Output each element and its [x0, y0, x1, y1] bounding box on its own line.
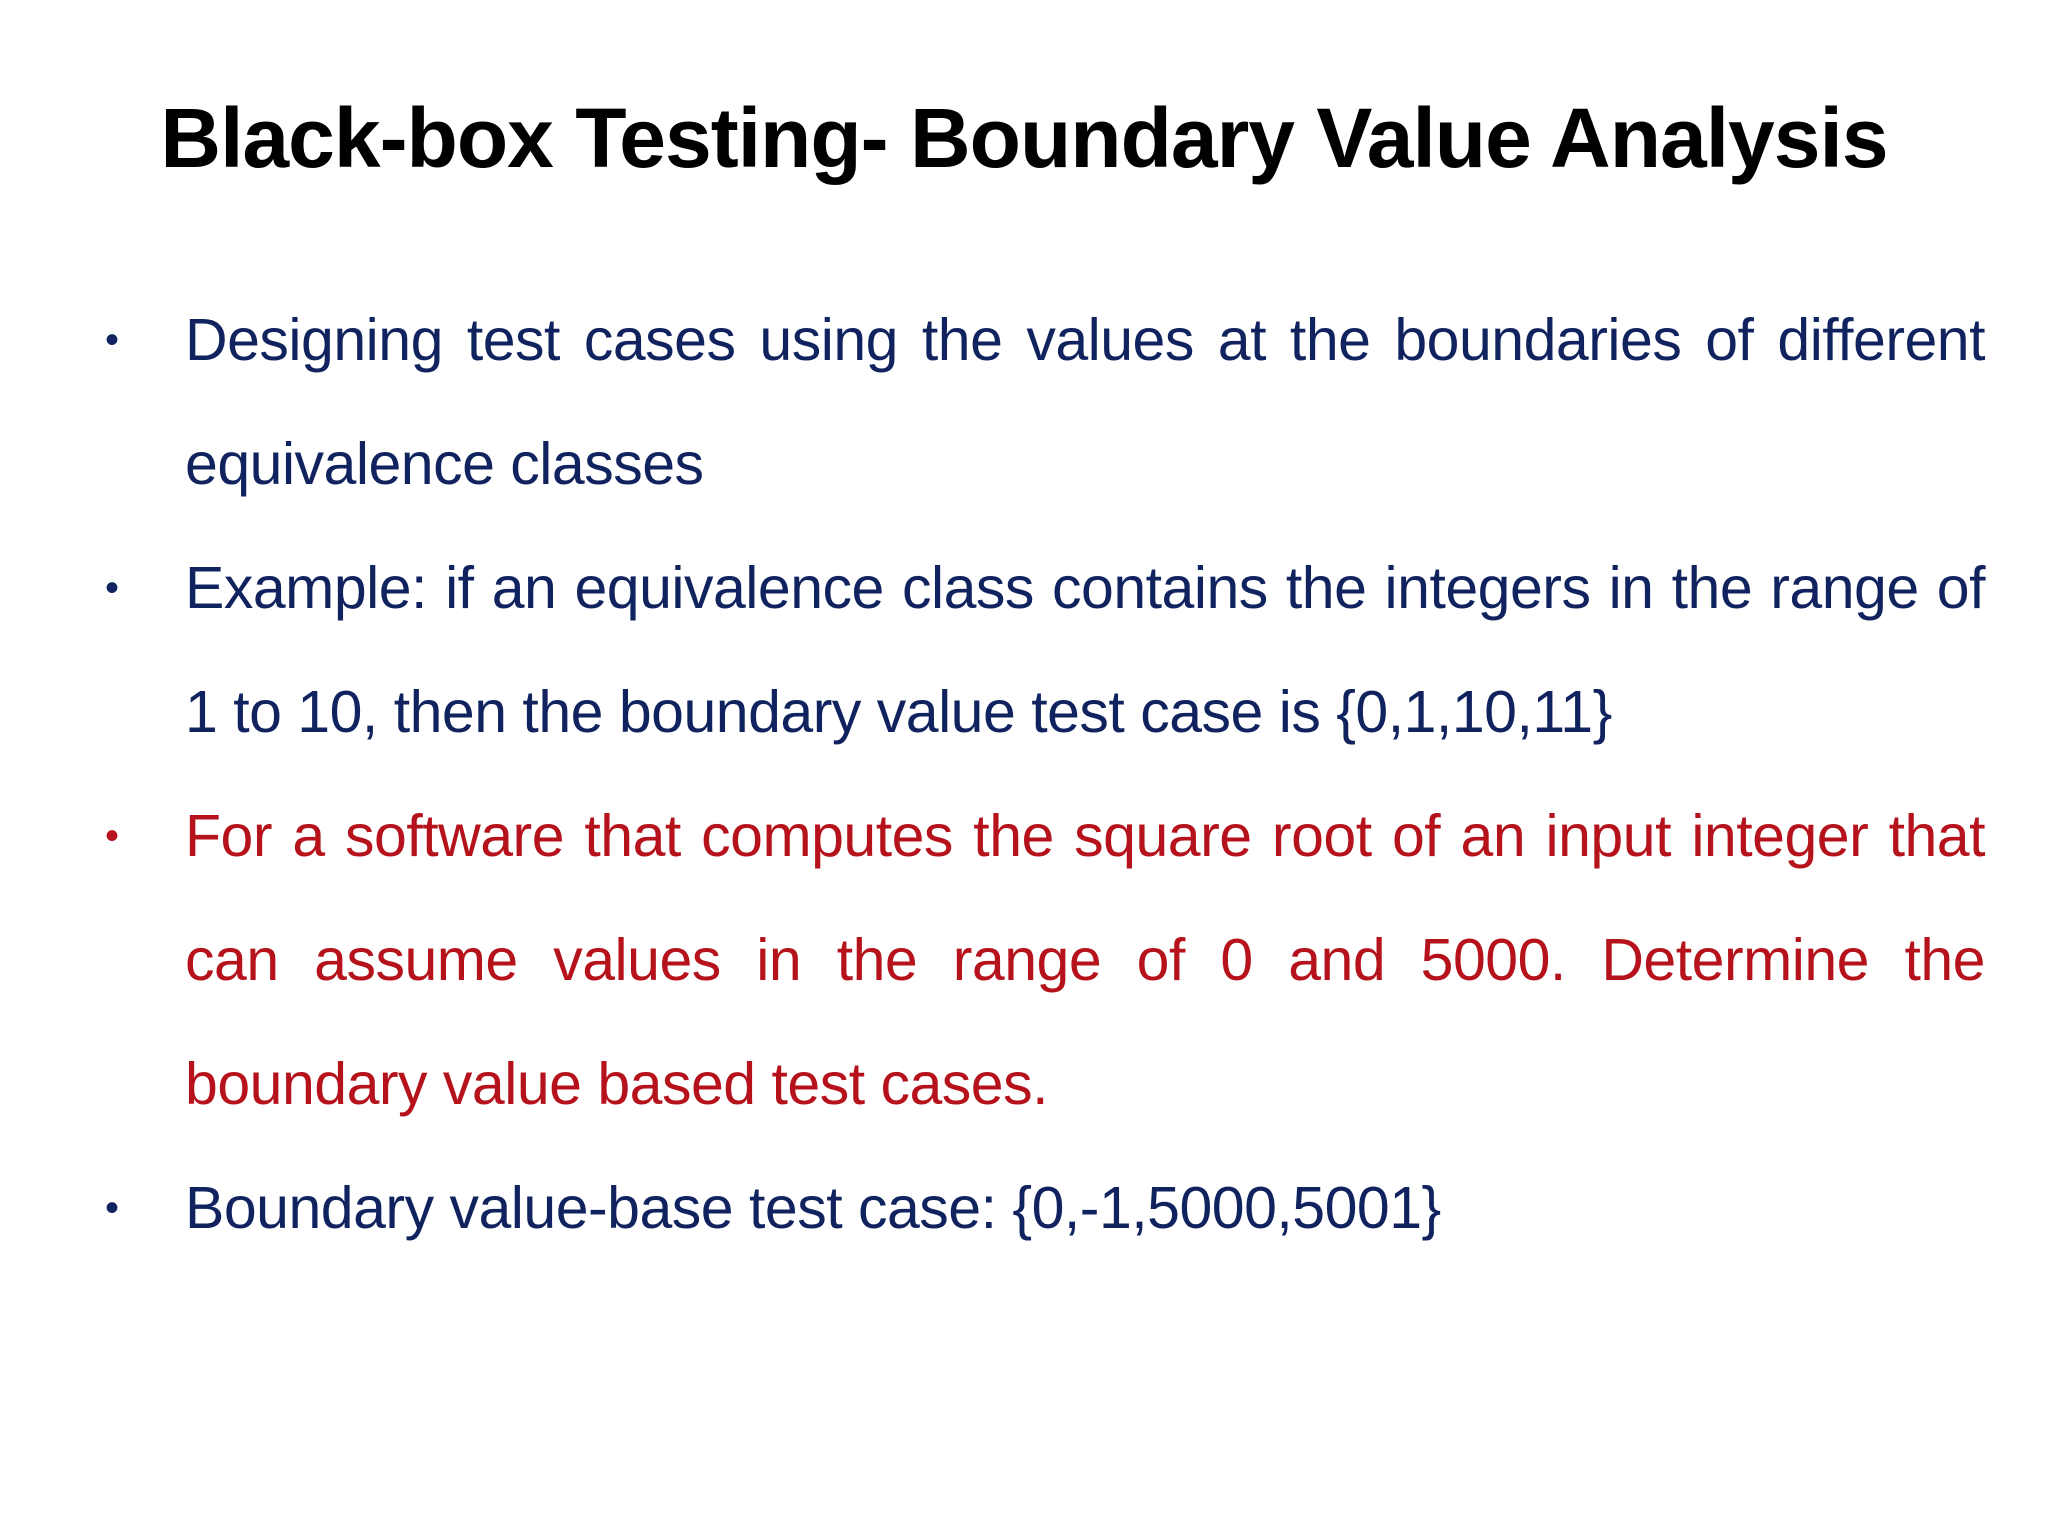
bullet-item-answer — [105, 1146, 1985, 1270]
slide-title: Black-box Testing- Boundary Value Analysis — [160, 91, 1888, 185]
bullet-text: Example: if an equivalence class contains the integers in the range of 1 to 10, then the boundary value test case is {0,1,10,11} — [185, 555, 1985, 745]
bullet-text: Designing test cases using the values at the boundaries of different equivalence classes — [185, 307, 1985, 497]
bullet-item-example — [105, 526, 1985, 774]
bullet-icon: • — [105, 566, 119, 610]
bullet-list — [105, 278, 1985, 1270]
bullet-icon: • — [105, 814, 119, 858]
bullet-icon: • — [105, 1186, 119, 1230]
bullet-item-definition — [105, 278, 1985, 526]
bullet-item-exercise — [105, 774, 1985, 1146]
bullet-icon: • — [105, 318, 119, 362]
bullet-text: For a software that computes the square root of an input integer that can assume values in the range of 0 and 5000. Determine the boundary value based test cases. — [185, 803, 1985, 1117]
bullet-text: Boundary value-base test case: {0,-1,5000,5001} — [185, 1175, 1441, 1241]
